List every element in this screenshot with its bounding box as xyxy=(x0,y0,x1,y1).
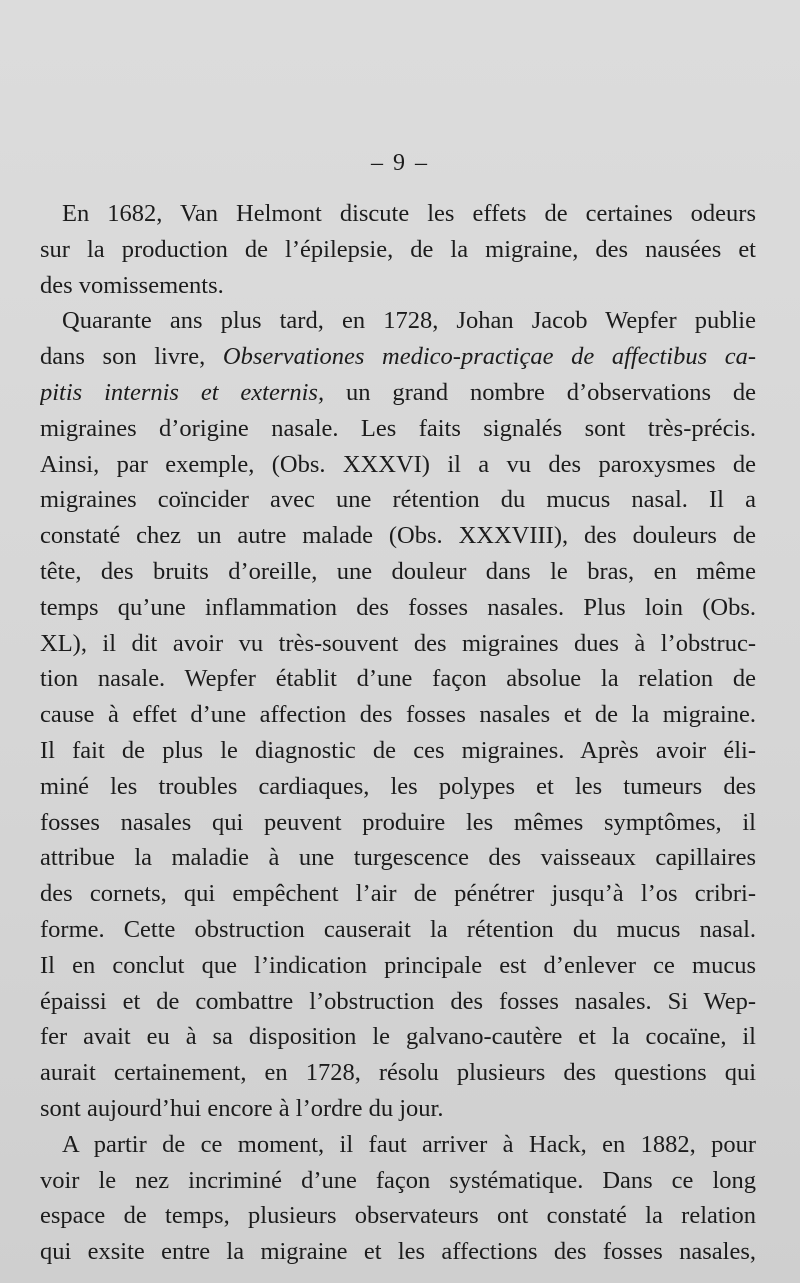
book-title: Observationes medico-practiçae de affectibus ca- xyxy=(222,343,756,371)
text-line: temps qu’une inflammation des fosses nasales. Plus loin (Obs. xyxy=(40,593,756,621)
text-line: espace de temps, plusieurs observateurs ont constaté la relation xyxy=(40,1202,756,1230)
text-line: fosses nasales qui peuvent produire les mêmes symptômes, il xyxy=(40,808,756,836)
text-line: attribue la maladie à une turgescence des vaisseaux capillaires xyxy=(40,844,756,872)
text-line: des vomissements. xyxy=(40,271,224,299)
text-line: Il en conclut que l’indication principale est d’enlever ce mucus xyxy=(40,951,756,979)
text-fragment: dans son livre, xyxy=(40,343,206,371)
text-line: sur la production de l’épilepsie, de la migraine, des nausées et xyxy=(40,235,756,263)
text-line: cause à effet d’une affection des fosses nasales et de la migraine. xyxy=(40,701,756,729)
text-line xyxy=(40,375,756,411)
text-line: En 1682, Van Helmont discute les effets de certaines odeurs xyxy=(62,200,756,227)
text-line: Quarante ans plus tard, en 1728, Johan Jacob Wepfer publie xyxy=(62,307,756,335)
book-title-continued: pitis internis et externis, xyxy=(40,378,325,406)
text-line: voir le nez incriminé d’une façon systématique. Dans ce long xyxy=(40,1166,756,1194)
body-text xyxy=(40,196,756,1270)
text-line: XL), il dit avoir vu très-souvent des migraines dues à l’obstruc- xyxy=(40,629,756,657)
text-line: migraines d’origine nasale. Les faits signalés sont très-précis. xyxy=(40,414,756,442)
text-line: fer avait eu à sa disposition le galvano-cautère et la cocaïne, il xyxy=(40,1023,756,1051)
text-line: aurait certainement, en 1728, résolu plusieurs des questions qui xyxy=(40,1059,756,1087)
text-line: Il fait de plus le diagnostic de ces migraines. Après avoir éli- xyxy=(40,736,756,764)
text-line: des cornets, qui empêchent l’air de pénétrer jusqu’à l’os cribri- xyxy=(40,880,756,908)
text-line: forme. Cette obstruction causerait la rétention du mucus nasal. xyxy=(40,915,756,943)
text-line xyxy=(40,339,756,375)
text-line: migraines coïncider avec une rétention du mucus nasal. Il a xyxy=(40,486,756,514)
text-line: qui exsite entre la migraine et les affections des fosses nasales, xyxy=(40,1238,756,1266)
text-line: Ainsi, par exemple, (Obs. XXXVI) il a vu des paroxysmes de xyxy=(40,450,756,478)
text-line: miné les troubles cardiaques, les polypes et les tumeurs des xyxy=(40,772,756,800)
text-line: constaté chez un autre malade (Obs. XXXVIII), des douleurs de xyxy=(40,522,756,550)
text-line: sont aujourd’hui encore à l’ordre du jour. xyxy=(40,1094,444,1122)
page-number: – 9 – xyxy=(371,150,429,176)
text-line: tête, des bruits d’oreille, une douleur dans le bras, en même xyxy=(40,557,756,585)
text-line: épaissi et de combattre l’obstruction des fosses nasales. Si Wep- xyxy=(40,987,756,1015)
text-fragment: un grand nombre d’observations de xyxy=(345,378,756,406)
text-line: A partir de ce moment, il faut arriver à Hack, en 1882, pour xyxy=(62,1130,756,1158)
text-line: tion nasale. Wepfer établit d’une façon absolue la relation de xyxy=(40,665,756,693)
